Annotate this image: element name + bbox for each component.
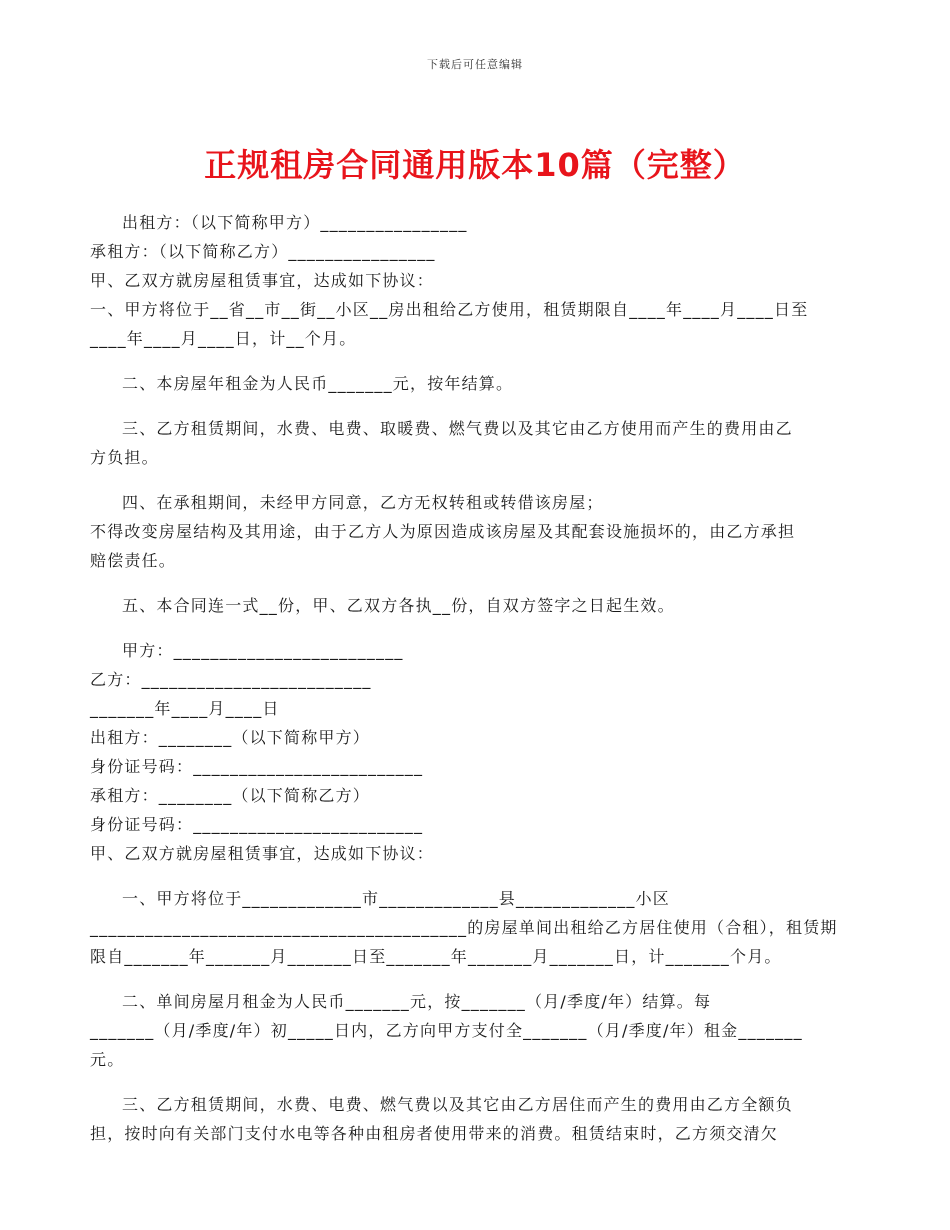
clause-4-line-3: 赔偿责任。 <box>90 551 177 570</box>
lessor-line: 出租方：（以下简称甲方）________________ <box>122 213 468 232</box>
lessor-line-2: 出租方：________（以下简称甲方） <box>90 728 371 747</box>
clause-2: 二、本房屋年租金为人民币_______元，按年结算。 <box>122 374 514 393</box>
clause-4-line-2: 不得改变房屋结构及其用途，由于乙方人为原因造成该房屋及其配套设施损坏的，由乙方承担 <box>90 522 796 541</box>
clause-4-line-1: 四、在承租期间，未经甲方同意，乙方无权转租或转借该房屋； <box>122 493 604 512</box>
clause-2-1-line-1: 一、甲方将位于_____________市_____________县_____________小区 <box>122 889 671 908</box>
party-b-signature: 乙方：_________________________ <box>90 670 372 689</box>
clause-3-line-2: 方负担。 <box>90 448 159 467</box>
document-body <box>90 208 862 1148</box>
clause-2-2-line-1: 二、单间房屋月租金为人民币_______元，按_______（月/季度/年）结算。每 <box>122 992 712 1011</box>
lessee-line-2: 承租方：________（以下简称乙方） <box>90 786 371 805</box>
clause-2-3-line-1: 三、乙方租赁期间，水费、电费、燃气费以及其它由乙方居住而产生的费用由乙方全额负 <box>122 1095 793 1114</box>
header-note: 下载后可任意编辑 <box>427 58 523 71</box>
lessee-id-line: 身份证号码：_________________________ <box>90 815 424 834</box>
document-title: 正规租房合同通用版本10篇（完整） <box>204 146 746 184</box>
clause-5: 五、本合同连一式__份，甲、乙双方各执__份，自双方签字之日起生效。 <box>122 596 675 615</box>
clause-2-2-line-2: _______（月/季度/年）初_____日内，乙方向甲方支付全_______（月/季度/年）租金_______ <box>90 1021 803 1040</box>
agreement-intro-2: 甲、乙双方就房屋租赁事宜，达成如下协议： <box>90 844 435 863</box>
agreement-intro: 甲、乙双方就房屋租赁事宜，达成如下协议： <box>90 271 435 290</box>
lessor-id-line: 身份证号码：_________________________ <box>90 757 424 776</box>
clause-2-1-line-3: 限自_______年_______月_______日至_______年_______月_______日，计_______个月。 <box>90 947 782 966</box>
lessee-line: 承租方：（以下简称乙方）________________ <box>90 242 436 261</box>
clause-3-line-1: 三、乙方租赁期间，水费、电费、取暖费、燃气费以及其它由乙方使用而产生的费用由乙 <box>122 419 793 438</box>
clause-2-1-line-2: _________________________________________的房屋单间出租给乙方居住使用（合租），租赁期 <box>90 918 838 937</box>
clause-2-2-line-3: 元。 <box>90 1050 125 1069</box>
party-a-signature: 甲方：_________________________ <box>122 641 404 660</box>
clause-1-line-2: ____年____月____日，计__个月。 <box>90 329 357 348</box>
signing-date: _______年____月____日 <box>90 699 280 718</box>
clause-2-3-line-2: 担，按时向有关部门支付水电等各种由租房者使用带来的消费。租赁结束时，乙方须交清欠 <box>90 1124 779 1143</box>
clause-1-line-1: 一、甲方将位于__省__市__街__小区__房出租给乙方使用，租赁期限自____年____月____日至 <box>90 300 809 319</box>
